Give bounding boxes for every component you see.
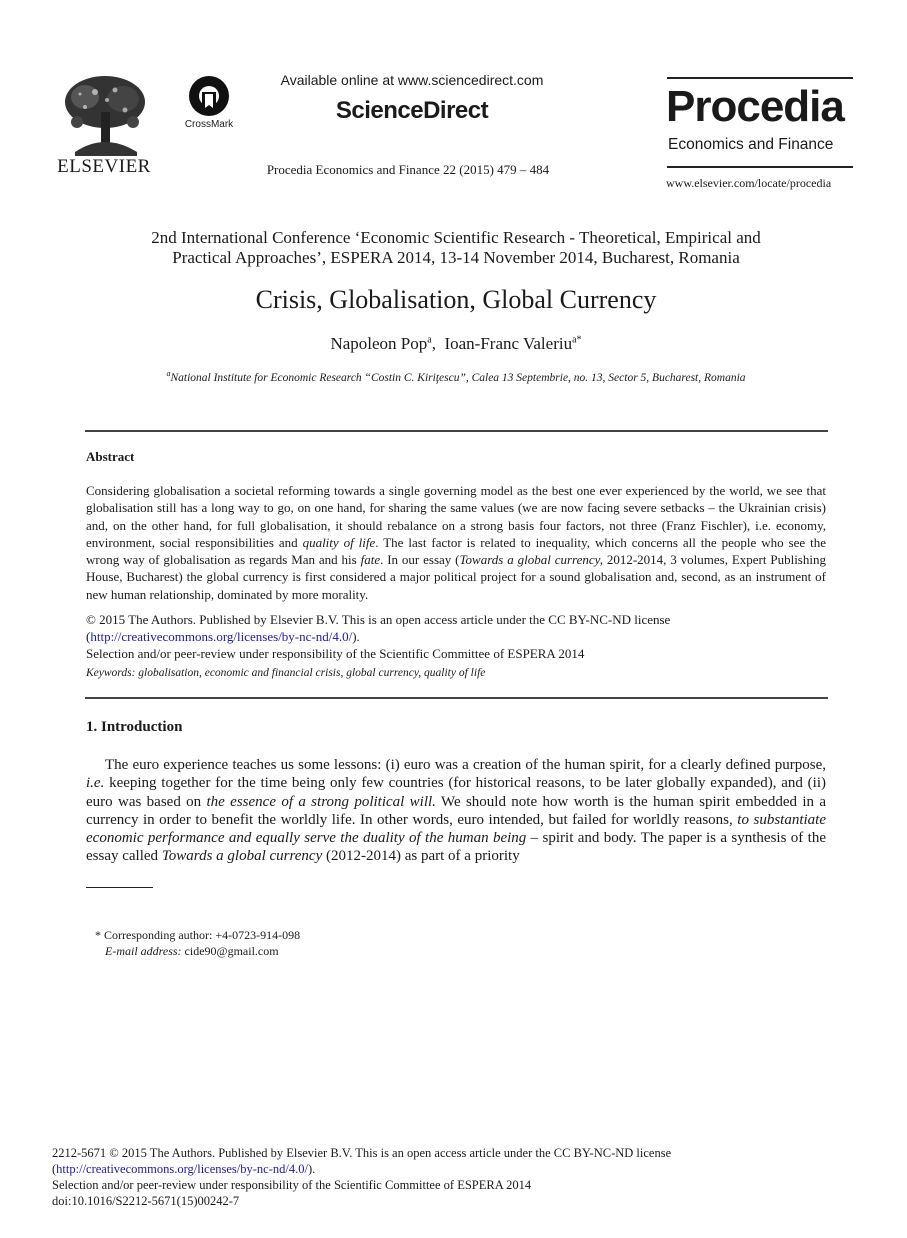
intro-italic-3: to substantiate economic performance and equally serve the duality of the human being [86, 811, 826, 847]
footer-license-link[interactable]: http://creativecommons.org/licenses/by-nc-nd/4.0/ [56, 1162, 308, 1176]
section-heading-introduction: 1. Introduction [86, 719, 183, 735]
affiliation-text: National Institute for Economic Research “Costin C. Kiriţescu”, Calea 13 Septembrie, no. 13, Sector 5, Bucharest, Romania [170, 371, 746, 384]
affiliation-mark: a [166, 369, 171, 378]
corresponding-author: * Corresponding author: +4-0723-914-098 [95, 928, 301, 942]
divider-top [85, 430, 828, 432]
journal-reference: Procedia Economics and Finance 22 (2015) 479 – 484 [266, 162, 550, 177]
author-2: Ioan-Franc Valeriu [444, 334, 573, 353]
author-2-affil-mark: a* [572, 334, 582, 346]
abstract-italic-1: quality of life [302, 534, 376, 550]
footer-peer-review: Selection and/or peer-review under responsibility of the Scientific Committee of ESPERA 2014 [52, 1178, 532, 1192]
conference-name [60, 228, 852, 268]
abstract-part-3: . In our essay ( [380, 552, 460, 568]
intro-part-3: We should note how worth is the human spirit embedded in a currency in order to benefit the worldly life. In other words, euro intended, but failed for worldly reasons, [86, 793, 826, 828]
intro-italic-2: the essence of a strong political will. [206, 793, 436, 810]
intro-part-1: The euro experience teaches us some lessons: (i) euro was a creation of the human spirit, for a clearly defined purpose, [105, 757, 826, 773]
copyright-line: © 2015 The Authors. Published by Elsevier B.V. This is an open access article under the CC BY-NC-ND license [86, 612, 671, 627]
abstract-italic-3: Towards a global currency, [459, 552, 603, 568]
available-online-text: Available online at www.sciencedirect.com [280, 72, 544, 88]
introduction-text [86, 756, 826, 866]
keywords: Keywords: globalisation, economic and financial crisis, global currency, quality of life [86, 667, 486, 679]
footer-license-line: (http://creativecommons.org/licenses/by-nc-nd/4.0/). [52, 1162, 316, 1176]
crossmark-label: CrossMark [184, 119, 234, 130]
peer-review-line: Selection and/or peer-review under responsibility of the Scientific Committee of ESPERA 2014 [86, 646, 585, 661]
email-label: E-mail address: [105, 944, 182, 958]
license-line: (http://creativecommons.org/licenses/by-nc-nd/4.0/). [86, 629, 360, 644]
abstract-italic-2: fate [360, 552, 381, 568]
author-1: Napoleon Pop [330, 334, 428, 353]
intro-italic-1: i.e. [86, 775, 105, 792]
authors: Napoleon Pop$^a$, Ioan-Franc Valeriu$^{a*}$ [330, 334, 582, 353]
copyright-block [86, 611, 826, 662]
page-footer [52, 1145, 852, 1209]
abstract-part-1: Considering globalisation a societal reforming towards a single governing model as the best one ever experienced by the world, we see that globalisation still has a long way to go, on one hand, for sharing the same values (we are now facing severe setbacks – the Ukrainian crisis) and, on the other hand, for full globalisation, it should rebalance on a strong basis four factors, not three (Franz Fischler), i.e. economy, environment, social responsibilities and [86, 483, 826, 550]
intro-italic-4: Towards a global currency [161, 848, 323, 865]
footer-copyright: 2212-5671 © 2015 The Authors. Published by Elsevier B.V. This is an open access article under the CC BY-NC-ND license [52, 1146, 672, 1160]
abstract-text [86, 482, 826, 603]
intro-part-5: (2012-2014) as part of a priority [322, 848, 520, 865]
conference-line-2: Practical Approaches’, ESPERA 2014, 13-14 November 2014, Bucharest, Romania [172, 248, 740, 267]
sciencedirect-logo: ScienceDirect [335, 97, 489, 124]
license-link[interactable]: http://creativecommons.org/licenses/by-nc-nd/4.0/ [90, 629, 353, 644]
divider-bottom [85, 697, 828, 699]
abstract-heading: Abstract [86, 449, 135, 464]
procedia-subtitle: Economics and Finance [668, 136, 834, 153]
abstract-part-4: 2012-2014, 3 volumes, Expert Publishing House, Bucharest) the global currency is first considered a major political project for a sound globalisation and, second, as an instrument of new human relationship, dominated by more morality. [86, 552, 826, 602]
author-1-affil-mark: a [427, 334, 432, 346]
footer-doi[interactable]: doi:10.1016/S2212-5671(15)00242-7 [52, 1194, 240, 1208]
intro-part-2: keeping together for the time being only few countries (for historical reasons, to be later globally expanded), and (ii) euro was based on [86, 775, 826, 810]
email-address[interactable]: cide90@gmail.com [181, 944, 279, 958]
conference-line-1: 2nd International Conference ‘Economic Scientific Research - Theoretical, Empirical and [151, 228, 761, 247]
procedia-rule-bottom [667, 166, 853, 168]
elsevier-wordmark: ELSEVIER [57, 156, 151, 177]
procedia-logo: Procedia [666, 82, 844, 131]
procedia-url-link[interactable]: www.elsevier.com/locate/procedia [666, 176, 832, 190]
abstract-part-2: . The last factor is related to inequality, which concerns all the people who see the wrong way of globalisation as regards Man and his [86, 534, 826, 568]
intro-part-4: – spirit and body. The paper is a synthesis of the essay called [86, 830, 826, 865]
paper-title: Crisis, Globalisation, Global Currency [255, 285, 657, 314]
email-line [105, 944, 279, 959]
affiliation [60, 369, 852, 384]
footnote-rule [86, 887, 153, 888]
procedia-rule-top [667, 77, 853, 79]
